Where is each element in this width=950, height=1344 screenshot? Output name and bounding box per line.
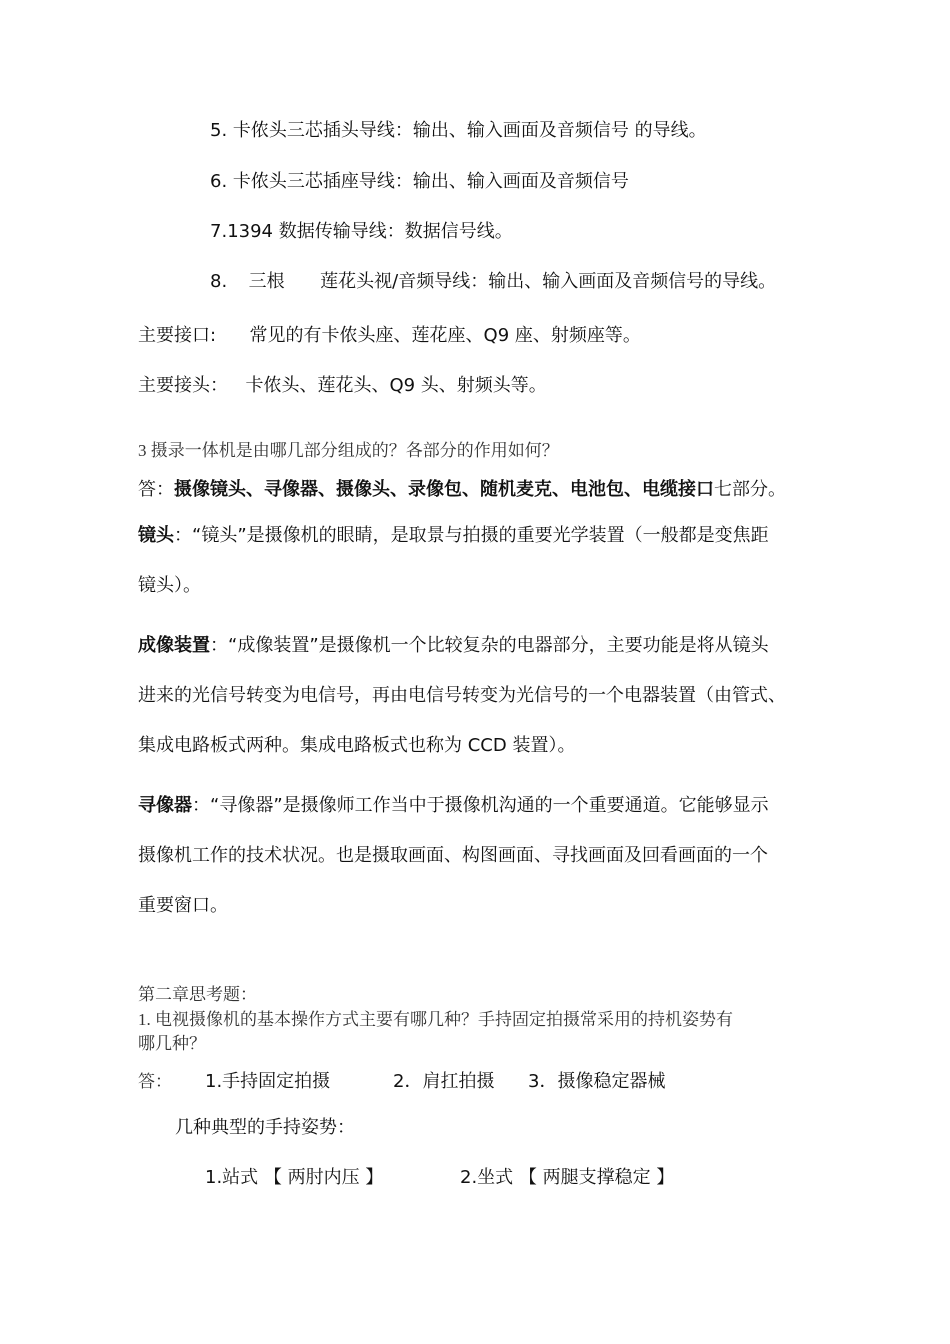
cable-item-text: 莲花头视/音频导线：输出、输入画面及音频信号的导线。 bbox=[320, 271, 777, 292]
cable-item-number: 7. bbox=[210, 221, 228, 242]
cable-item-5 bbox=[210, 119, 707, 143]
cable-item-text: 1394 数据传输导线：数据信号线。 bbox=[227, 221, 513, 242]
posture-standing: 1.站式 【 两肘内压 】 bbox=[205, 1167, 384, 1188]
chapter2-question1-line1: 1. 电视摄像机的基本操作方式主要有哪几种？手持固定拍摄常采用的持机姿势有 bbox=[138, 1010, 733, 1029]
viewfinder-paragraph-line1 bbox=[138, 794, 769, 818]
viewfinder-term: 寻像器 bbox=[138, 795, 192, 816]
imaging-term: 成像装置 bbox=[138, 635, 210, 656]
answer-suffix: 七部分。 bbox=[714, 479, 786, 500]
cable-item-7 bbox=[210, 220, 513, 244]
cable-item-number: 5. bbox=[210, 120, 228, 141]
cable-item-6 bbox=[210, 170, 629, 194]
lens-text: ：“镜头”是摄像机的眼睛，是取景与拍摄的重要光学装置（一般都是变焦距 bbox=[174, 525, 769, 546]
lens-term: 镜头 bbox=[138, 525, 174, 546]
imaging-paragraph-line3: 集成电路板式两种。集成电路板式也称为 CCD 装置）。 bbox=[138, 735, 576, 756]
interfaces-text: 常见的有卡侬头座、莲花座、Q9 座、射频座等。 bbox=[249, 325, 641, 346]
cable-item-number: 8. bbox=[210, 271, 228, 292]
lens-paragraph-line2: 镜头）。 bbox=[138, 575, 201, 596]
postures-title: 几种典型的手持姿势： bbox=[175, 1117, 355, 1138]
answer-option-3: 3．摄像稳定器械 bbox=[528, 1071, 666, 1092]
answer-option-2: 2．肩扛拍摄 bbox=[393, 1071, 495, 1092]
viewfinder-paragraph-line2: 摄像机工作的技术状况。也是摄取画面、构图画面、寻找画面及回看画面的一个 bbox=[138, 845, 768, 866]
cable-item-text: 卡侬头三芯插座导线：输出、输入画面及音频信号 bbox=[232, 171, 629, 192]
question-3: 3 摄录一体机是由哪几部分组成的？各部分的作用如何？ bbox=[138, 441, 559, 460]
cable-item-number: 6. bbox=[210, 171, 228, 192]
answer-option-1: 1.手持固定拍摄 bbox=[205, 1071, 331, 1092]
main-connectors bbox=[138, 374, 547, 398]
cable-item-prefix: 三根 bbox=[248, 271, 285, 292]
cable-item-text: 卡侬头三芯插头导线：输出、输入画面及音频信号 的导线。 bbox=[232, 120, 707, 141]
imaging-text: ：“成像装置”是摄像机一个比较复杂的电器部分，主要功能是将从镜头 bbox=[210, 635, 769, 656]
lens-paragraph-line1 bbox=[138, 524, 769, 548]
chapter2-answer bbox=[138, 1070, 172, 1094]
question-3-answer bbox=[138, 478, 786, 502]
answer-prefix: 答： bbox=[138, 479, 174, 500]
cable-item-8 bbox=[210, 270, 776, 294]
imaging-paragraph-line1 bbox=[138, 634, 769, 658]
answer-components: 摄像镜头、寻像器、摄像头、录像包、随机麦克、电池包、电缆接口 bbox=[174, 479, 714, 500]
connectors-text: 卡侬头、莲花头、Q9 头、射频头等。 bbox=[245, 375, 547, 396]
interfaces-label: 主要接口: bbox=[138, 325, 217, 346]
main-interfaces bbox=[138, 324, 641, 348]
chapter2-heading: 第二章思考题： bbox=[138, 985, 257, 1004]
imaging-paragraph-line2: 进来的光信号转变为电信号，再由电信号转变为光信号的一个电器装置（由管式、 bbox=[138, 685, 786, 706]
viewfinder-text: ：“寻像器”是摄像师工作当中于摄像机沟通的一个重要通道。它能够显示 bbox=[192, 795, 769, 816]
connectors-label: 主要接头： bbox=[138, 375, 228, 396]
posture-sitting: 2.坐式 【 两腿支撑稳定 】 bbox=[460, 1167, 675, 1188]
viewfinder-paragraph-line3: 重要窗口。 bbox=[138, 895, 228, 916]
answer-prefix: 答： bbox=[138, 1072, 172, 1091]
chapter2-question1-line2: 哪几种？ bbox=[138, 1034, 206, 1053]
